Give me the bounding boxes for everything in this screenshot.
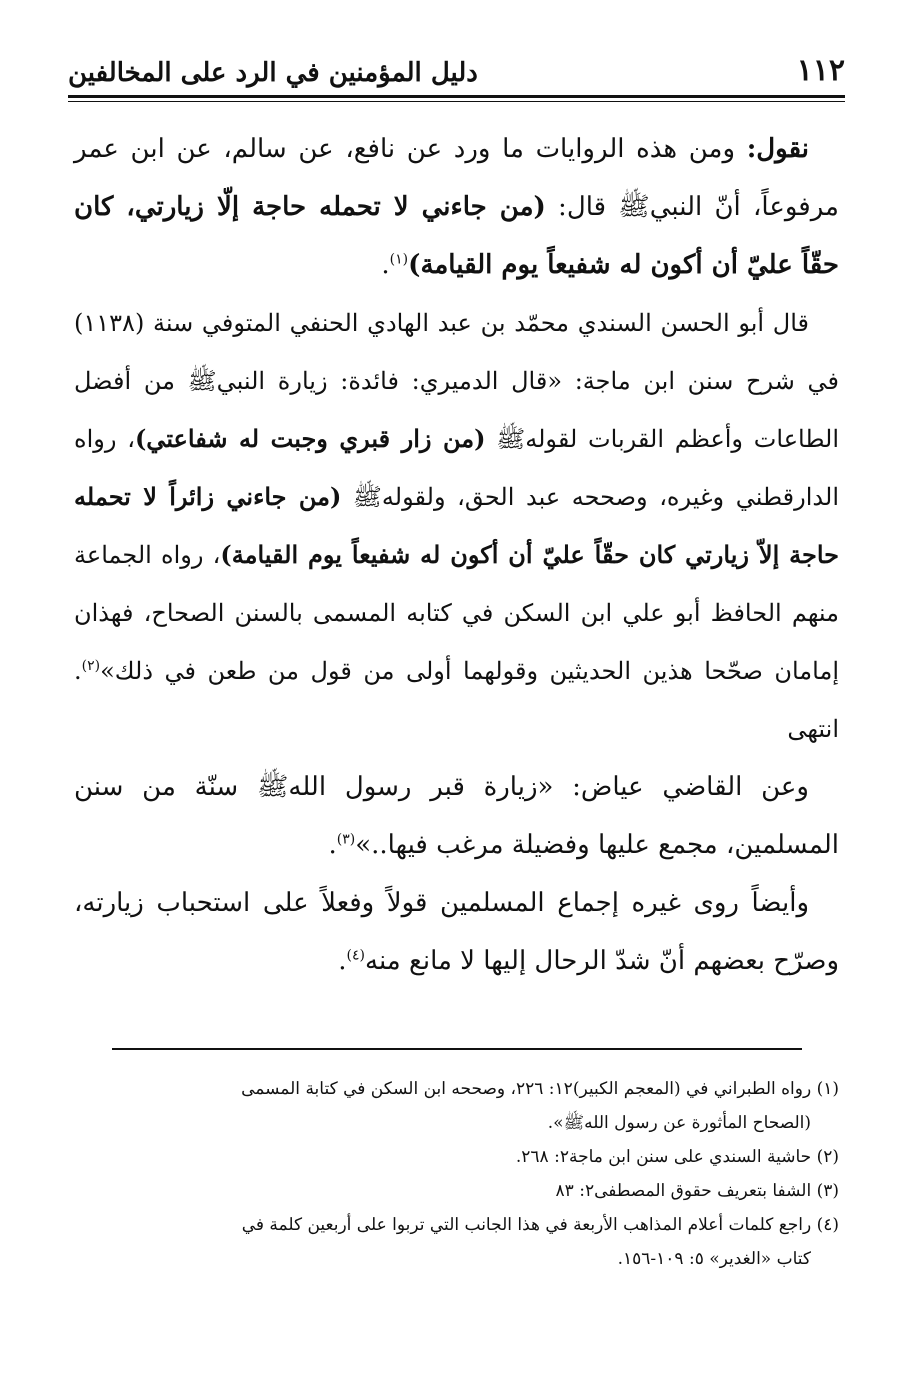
- paragraph-text: وعن القاضي عياض: «زيارة قبر رسول اللهﷺ سنّة من سنن المسلمين، مجمع عليها وفضيلة مرغب فيها..»: [74, 772, 839, 860]
- page-number: ١١٢: [796, 53, 845, 88]
- paragraph-text: ، رواه الدارقطني وغيره، وصححه عبد الحق، ولقولهﷺ: [74, 425, 839, 511]
- paragraph-3: [74, 758, 839, 874]
- main-text: [74, 120, 839, 990]
- footnote-1-continued: (الصحاح المأثورة عن رسول اللهﷺ».: [547, 1113, 811, 1133]
- footnotes: [74, 1072, 839, 1276]
- paragraph-end: .: [328, 830, 337, 860]
- footnote-ref-2: (٢): [81, 658, 101, 674]
- hadith-quote: (من جاءني لا تحمله حاجة إلّا زيارتي، كان حقّاً عليّ أن أكون له شفيعاً يوم القيامة): [74, 192, 839, 280]
- paragraph-4: [74, 874, 839, 990]
- hadith-quote: (من زار قبري وجبت له شفاعتي): [134, 424, 486, 453]
- paragraph-lead: نقول:: [746, 134, 809, 164]
- paragraph-text: ومن هذه الروايات ما ورد عن نافع، عن سالم، عن ابن عمر مرفوعاً، أنّ النبيﷺ قال:: [74, 134, 839, 222]
- paragraph-end: .: [338, 946, 347, 976]
- footnote-ref-1: (١): [389, 251, 409, 268]
- paragraph-text: قال أبو الحسن السندي محمّد بن عبد الهادي الحنفي المتوفي سنة (١١٣٨) في شرح سنن ابن ماجة: «قال الدميري: فائدة: زيارة النبيﷺ من أفضل الطاعات وأعظم القربات لقولهﷺ: [74, 309, 840, 453]
- footnote-4-continued: كتاب «الغدير» ٥: ١٠٩-١٥٦.: [617, 1249, 811, 1269]
- header-rule: [68, 95, 845, 98]
- page-header: [68, 38, 845, 94]
- header-rule-thin: [68, 101, 845, 102]
- paragraph-2: [74, 294, 839, 758]
- paragraph-1: [74, 120, 839, 294]
- paragraph-end: . انتهى: [74, 657, 839, 743]
- paragraph-end: .: [381, 250, 390, 280]
- hadith-quote: (من جاءني زائراً لا تحمله حاجة إلاّ زيارتي كان حقّاً عليّ أن أكون له شفيعاً يوم القيامة): [74, 482, 839, 569]
- paragraph-text: وأيضاً روى غيره إجماع المسلمين قولاً وفعلاً على استحباب زيارته، وصرّح بعضهم أنّ شدّ الرحال إليها لا مانع منه: [74, 888, 839, 976]
- running-title: دليل المؤمنين في الرد على المخالفين: [68, 58, 478, 88]
- footnote-ref-3: (٣): [336, 831, 356, 848]
- footnote-ref-4: (٤): [346, 947, 366, 964]
- footnote-3: (٣) الشفا بتعريف حقوق المصطفى٢: ٨٣: [555, 1181, 839, 1201]
- paragraph-text: ، رواه الجماعة منهم الحافظ أبو علي ابن السكن في كتابه المسمى بالسنن الصحاح، فهذان إمامان صحّحا هذين الحديثين وقولهما أولى من قول من طعن في ذلك»: [74, 541, 839, 685]
- footnote-1: (١) رواه الطبراني في (المعجم الكبير)١٢: ٢٢٦، وصححه ابن السكن في كتابة المسمى: [241, 1079, 839, 1099]
- footnote-separator: [112, 1048, 802, 1050]
- footnote-4: (٤) راجع كلمات أعلام المذاهب الأربعة في هذا الجانب التي تربوا على أربعين كلمة في: [241, 1215, 839, 1235]
- footnote-2: (٢) حاشية السندي على سنن ابن ماجة٢: ٢٦٨.: [515, 1147, 839, 1167]
